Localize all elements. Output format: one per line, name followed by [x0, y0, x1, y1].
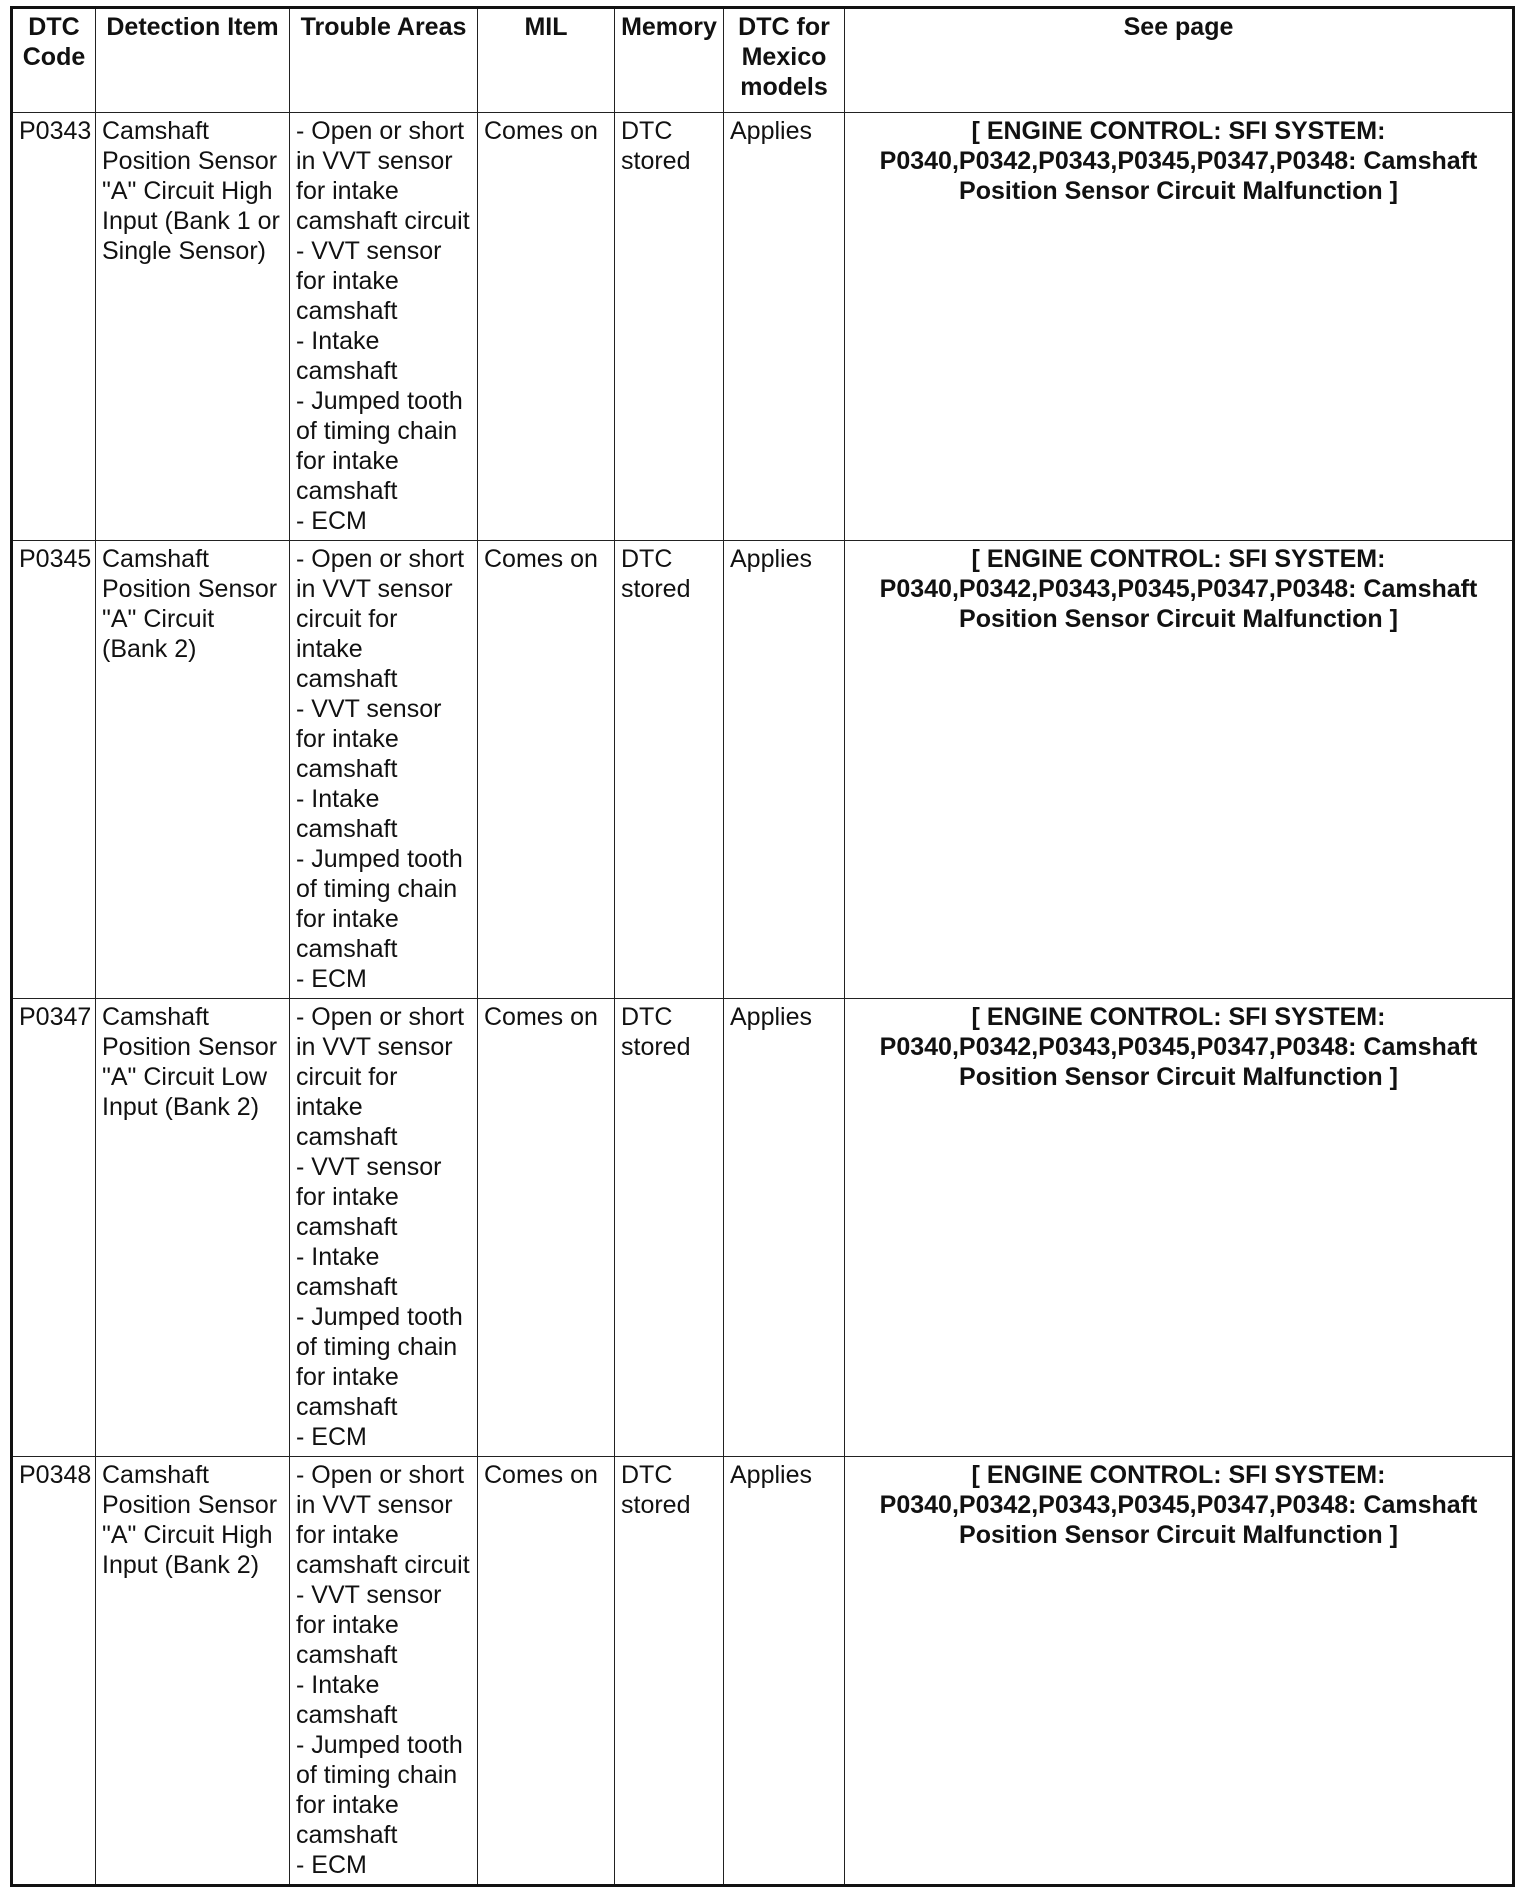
trouble-area-line: - ECM: [296, 1423, 367, 1451]
header-row: [12, 8, 1514, 113]
memory-cell: DTC stored: [615, 999, 724, 1457]
mil-cell: Comes on: [478, 1457, 615, 1886]
see-page-link[interactable]: [ ENGINE CONTROL: SFI SYSTEM: P0340,P0342,P0343,P0345,P0347,P0348: Camshaft Position Sensor Circuit Malfunction ]: [845, 541, 1514, 999]
header-trouble-areas: Trouble Areas: [290, 8, 478, 113]
mexico-cell: Applies: [724, 113, 845, 541]
detection-item-cell: Camshaft Position Sensor "A" Circuit High Input (Bank 2): [96, 1457, 290, 1886]
dtc-table: [10, 6, 1515, 1887]
header-dtc-code: DTC Code: [12, 8, 96, 113]
trouble-areas-cell: [290, 541, 478, 999]
table-row: [12, 999, 1514, 1457]
trouble-area-line: - Open or short in VVT sensor for intake camshaft circuit: [296, 1461, 472, 1579]
trouble-areas-cell: [290, 113, 478, 541]
memory-cell: DTC stored: [615, 113, 724, 541]
trouble-area-line: - Jumped tooth of timing chain for intake camshaft: [296, 1731, 470, 1849]
trouble-area-line: - Open or short in VVT sensor circuit for intake camshaft: [296, 1003, 472, 1151]
mil-cell: Comes on: [478, 541, 615, 999]
trouble-area-line: - VVT sensor for intake camshaft: [296, 1153, 449, 1241]
dtc-code-cell: P0343: [12, 113, 96, 541]
header-see-page: See page: [845, 8, 1514, 113]
see-page-link[interactable]: [ ENGINE CONTROL: SFI SYSTEM: P0340,P0342,P0343,P0345,P0347,P0348: Camshaft Position Sensor Circuit Malfunction ]: [845, 999, 1514, 1457]
header-memory: Memory: [615, 8, 724, 113]
dtc-code-cell: P0345: [12, 541, 96, 999]
trouble-area-line: - Intake camshaft: [296, 1243, 398, 1301]
trouble-area-line: - Intake camshaft: [296, 327, 398, 385]
table-row: [12, 113, 1514, 541]
trouble-area-line: - ECM: [296, 1851, 367, 1879]
see-page-link[interactable]: [ ENGINE CONTROL: SFI SYSTEM: P0340,P0342,P0343,P0345,P0347,P0348: Camshaft Position Sensor Circuit Malfunction ]: [845, 1457, 1514, 1886]
table-row: [12, 541, 1514, 999]
trouble-area-line: - VVT sensor for intake camshaft: [296, 237, 449, 325]
dtc-code-cell: P0348: [12, 1457, 96, 1886]
header-mexico-models: DTC for Mexico models: [724, 8, 845, 113]
mexico-cell: Applies: [724, 999, 845, 1457]
trouble-area-line: - Jumped tooth of timing chain for intake camshaft: [296, 387, 470, 505]
mexico-cell: Applies: [724, 541, 845, 999]
detection-item-cell: Camshaft Position Sensor "A" Circuit Low Input (Bank 2): [96, 999, 290, 1457]
detection-item-cell: Camshaft Position Sensor "A" Circuit High Input (Bank 1 or Single Sensor): [96, 113, 290, 541]
detection-item-cell: Camshaft Position Sensor "A" Circuit (Bank 2): [96, 541, 290, 999]
trouble-area-line: - Jumped tooth of timing chain for intake camshaft: [296, 845, 470, 963]
memory-cell: DTC stored: [615, 541, 724, 999]
trouble-area-line: - VVT sensor for intake camshaft: [296, 695, 449, 783]
header-detection-item: Detection Item: [96, 8, 290, 113]
dtc-table-container: [10, 6, 1512, 1887]
trouble-areas-cell: [290, 1457, 478, 1886]
trouble-area-line: - Open or short in VVT sensor circuit for intake camshaft: [296, 545, 472, 693]
mil-cell: Comes on: [478, 113, 615, 541]
trouble-area-line: - VVT sensor for intake camshaft: [296, 1581, 449, 1669]
mexico-cell: Applies: [724, 1457, 845, 1886]
table-row: [12, 1457, 1514, 1886]
trouble-area-line: - ECM: [296, 965, 367, 993]
memory-cell: DTC stored: [615, 1457, 724, 1886]
trouble-area-line: - ECM: [296, 507, 367, 535]
see-page-link[interactable]: [ ENGINE CONTROL: SFI SYSTEM: P0340,P0342,P0343,P0345,P0347,P0348: Camshaft Position Sensor Circuit Malfunction ]: [845, 113, 1514, 541]
trouble-area-line: - Jumped tooth of timing chain for intake camshaft: [296, 1303, 470, 1421]
trouble-area-line: - Intake camshaft: [296, 1671, 398, 1729]
trouble-area-line: - Intake camshaft: [296, 785, 398, 843]
trouble-areas-cell: [290, 999, 478, 1457]
header-mil: MIL: [478, 8, 615, 113]
trouble-area-line: - Open or short in VVT sensor for intake camshaft circuit: [296, 117, 472, 235]
mil-cell: Comes on: [478, 999, 615, 1457]
dtc-code-cell: P0347: [12, 999, 96, 1457]
